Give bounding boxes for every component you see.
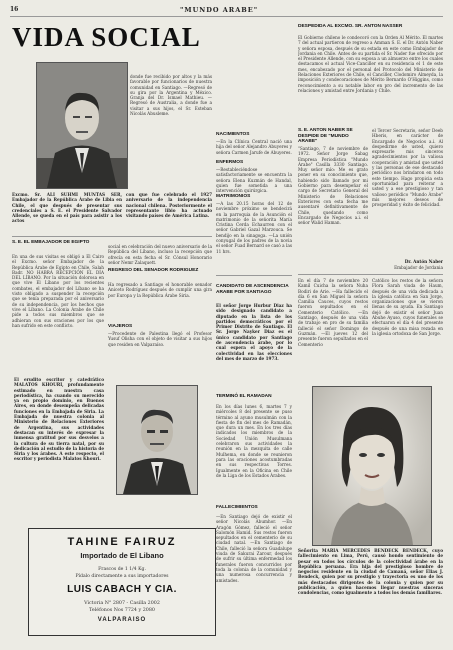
egypt-text: En una de sus visitas es obligó a El Cairo el Excmo. señor Embajador de la República Árabe de Egipto en Chile, Salah Badr. NO HABRÁ RECEPCIÓN EL DÍA DEL LÍBANO. Por la situación dolorosa en que vive El Líbano por los recientes combates, el embajador del Líbano se ha visto obligado a suspender la recepción que se tenía preparada por el aniversario de su independencia, por los hechos que vive el Líbano. La Colonia Árabe de Chile pide a todos sus miembros que se adhieran con sus oraciones por los que han sufrido en este conflicto. [12,254,104,328]
ad-detail-2: Pídalo directamente a sus importadores [75,574,169,579]
main-title: VIDA SOCIAL [12,22,201,52]
ad-company: LUIS CABACH Y CIA. [67,584,177,595]
ad-subtitle: Importado de El Libano [80,551,164,560]
ramadan-heading: TERMINÓ EL RAMADAN [216,394,272,399]
photo-caption-left: Excmo. Sr. ALI SUHMI MUNTAS SER, Embajador de la República Árabe de Libia en Chile, el que después de presentar sus credenciales a S. E. el Presidente Salvador Allende, se queda en el país para asistir a los actos [12,192,122,224]
obituary-heading: FALLECIMIENTOS [216,505,258,510]
ambassador-photo [36,62,128,189]
enfermos-text: —Restableciéndose satisfactoriamente se encuentra la señora Elena Kuzmán de Handal, quien fue sometida a una intervención quirúrgica. [216,167,292,194]
header-rule [10,16,443,17]
naber-letter-cont: el Tercer Secretario, señor Deeb Hberis, en carácter de Encargado de Negocios a.i. Al despedirme de usted, quiero expresarle mis sinceros agradecimientos por la valiosa cooperación y amistad que usted y las personas de ese destacado periódico nos brindaron en todo este tiempo. Hago propicia esta oportunidad para reiterar a usted y a ese prestigioso y tan valioso periódico "Mundo Árabe" mis mejores deseos de prosperidad y éxito de felicidad. [372,128,443,208]
divider [12,236,212,237]
naber-signature-title: Embajador de Jordania [394,265,443,270]
obituaries-cont-2: Católico los restos de la señora Flora Sarah viuda de Haum, después de una vida dedicada a la iglesia católica en San Jorge, organizaciones que se vieron llenas de su ayuda. En Santiago dejó de existir el señor Juan Abuhe Ayuso, cuyos funerales se efectuaron el día 4 del presente después de una misa rezada en la iglesia ortodoxa de San Jorge. [372,278,443,336]
senator-heading: REGRESO DEL SENADOR RODRIGUEZ [108,268,199,273]
ramadan-text: En los días lunes 6, martes 7 y miércoles 8 del presente se puso término al ayuno musulmán con la fiesta de fin del mes de Ramadán, que dura un mes. En los tres días indicados los miembros de la Sociedad Unión Musulmana celebraron sus actividades la reunión en la mezquita de calle Mulhema, en donde se reunieron para las oraciones acostumbradas en sus respectivas Torres. Igualmente en la Oficina en Chile de la Liga de los Estados Árabes. [216,404,292,478]
tahine-ad [28,528,216,636]
enfermos-heading: ENFERMOS [216,160,244,165]
woman-portrait [312,386,432,546]
viajeros-heading: VIAJEROS [108,324,133,329]
ad-detail-1: Frascos de 1 1/4 Kg. [98,567,146,572]
intro-text: donde fue recibido por altos y la más favorable por funcionarios de nuestra comunidad en Santiago. —Regresó de su gira por la Argentina y México. Granja del Dr. Ismael Mathieu. —Regresó de Australia, a donde fue a visitar a sus hijos, el Sr. Esteban Nicolás Abusleme. [130,74,212,117]
viajeros-text: —Procedente de Palestina llegó el Profesor Yusuf Olisha con el objeto de visitar a sus hijos que residen en Valparaíso. [108,331,212,347]
ad-brand: TAHINE FAIRUZ [67,536,177,548]
lebanon-text: social en celebración del nuevo aniversario de la República del Líbano, incluso la recepción que ofrecía en esta fecha el Sr. Cónsul Honorario señor Nemr Zalaquett. [108,244,212,265]
khouri-note: El erudito escritor y catedrático MALATOS KHOURI, profundamente estimado en nuestra casa periodística, ha cuando su merecido ya en propio dominio, en Buenos Aires, en donde desempeña delicadas funciones en la Embajada de Siria. La Embajada de nuestra colonia al Ministerio de Relaciones Exteriores de Argentina, sus actividades destacan su interés de expresar la inmensa gratitud por sus desvelos a la cultura de su tierra natal, por su dedicación al estudio de la historia de Siria y los árabes. A este respecto, el escritor y periodista Malatos Khouri. [14,377,104,462]
farewell-text: El Gobierno chileno le condecoró con la Orden Al Mérito. El martes 7 del actual partieron de regreso a Amman S. E. el Dr. Antón Naber y señora esposa, después de su estada en este como Embajador de Jordania en Chile. Antes de su partida el Sr. Nader fue ofrecido por el Presidente Allende, con su esposa a un almuerzo entre los cuales destacamos el actual Vice-Canciller en su residencia el 1 de este mes, encabezado por el personal del Protocolo del Ministerio de Relaciones Exteriores de Chile, el Canciller, Clodomiro Almeyda, la imposición y condecoraciones de Mérito Bernardo O'Higgins, como reconocimiento a su notable labor en pro del incremento de las relaciones y amistad entre Jordania y Chile. [298,35,443,93]
nacimientos-text: —En la Clínica Central nació una hija del señor Alejandro Abuyeres y señora Carmen Jarufe de Abuyeres. [216,139,292,155]
obituaries-cont: En el día 7 de noviembre 20 Kamil Cuicha la señora Nuha Bodiri de Arie. —Ha fallecido el día 6 en San Miguel la señora Camilia Cauces, cuyos restos fueron sepultados en el Cementerio Católico. —En Santiago, después de una vida de trabajo en pro de su familia falleció el señor Domingo de Guzmán. —El jueves 12 del presente fueron sepultados en el Cementerio [298,278,368,347]
ad-address: Victoria N° 2807 - Casilla 2002 [84,601,160,606]
ad-phones: Teléfonos Nos 7724 y 2080 [89,608,155,613]
man-photo [116,385,198,495]
candidate-text: El señor Jorge Hurbur Diaz ha sido designado candidato a diputado en la lista de los partidos democráticos por el Primer Distrito de Santiago. El Sr. Jorge Nayker Diaz es el único candidato por Santiago de ascendencia árabe, por lo cual espera el apoyo de la colectividad en las elecciones del mes de marzo de 1973. [216,303,292,361]
ad-city: VALPARAISO [97,617,147,623]
divider [298,274,443,275]
nacimientos-heading: NACIMIENTOS [216,132,250,137]
divider [216,275,292,276]
senator-text: Ha regresado a Santiago el honorable senador Aniceto Rodríguez después de cumplir una gira por Europa y la República Árabe Siria. [108,282,212,298]
naber-letter: "Santiago, 7 de noviembre de 1972. Señor Jorge Sabag Empresa Periodística "Mundo Árabe" Casilla 3330 Santiago. Muy señor mío: Me es grato poner en su conocimiento que, habiendo sido llamado por mi Gobierno para desempeñar el cargo de Secretario General del Ministerio de Relaciones Exteriores con esta fecha me ausentaré definitivamente de Chile, quedando como Encargado de Negocios a.i. el señor Walid Haman. [298,146,368,226]
matrimonios-text: —A las 20.15 horas del 12 de noviembre próximo se bendecirá en la parroquia de la Asunción el matrimonio de la señorita María Cristina Cerda Echaurren con el señor Gabriel Gazal Marzouca. Se bendijo en la sinagoga. —La unión conyugal de los padres de la novia el señor Fuad Bernard se casó a las 11 hrs. [216,201,292,254]
candidate-heading: CANDIDATO DE ASCENDENCIA ARABE POR SANTIAGO [216,284,289,295]
photo-caption-right: con que fue celebrado el 1927 aniversario de la independencia nacional chilena. Posteriormente el representante libio ha actuado visitando países de América Latina. [126,192,212,219]
running-title: "MUNDO ARABE" [180,6,259,14]
farewell-heading: DESPEDIDA AL EXCMO. SR. ANTON NASSER [298,24,403,29]
naber-heading: S. E. ANTON NABER SE DESPIDE DE "MUNDO ARABE" [298,128,353,145]
egypt-heading: S. E. EL EMBAJADOR DE EGIPTO [12,240,90,245]
naber-signature: Dr. Antón Naber [404,259,443,264]
matrimonios-heading: MATRIMONIOS [216,194,251,199]
page-number: 16 [10,6,19,13]
portrait-caption: Señorita MARIA MERCEDES BENDECK BENDECK, cuyo fallecimiento en Lima, Perú, causó hondo sentimiento de pesar en todos los círculos de la colectividad árabe en la República peruana. Era hija del prestigioso hombre de negocios residente en la ciudad de Camaná, señor Elias J. Bendeck, quien por su prestigio y trayectoria es uno de los más destacados dirigentes de la colonia y quien por su publicación, a quien hacemos llegar nuestras sinceras condolencias, como igualmente a todos los demás familiares. [298,548,443,596]
obituary-text: —En Santiago dejó de existir el señor Nicolás Abumhor. —En Aragón Gómez, falleció el señor Salomón Hamid. Sus restos fueron sepultados en el cementerio de su ciudad natal. —En Santiago de Chile, falleció la señora Guadalupe viuda de Sakurai Zarour, después de sufrir su última enfermedad los funerales fueron concurridos por toda la colonia de la comunidad y una numerosa concurrencia y amistades. [216,514,292,583]
